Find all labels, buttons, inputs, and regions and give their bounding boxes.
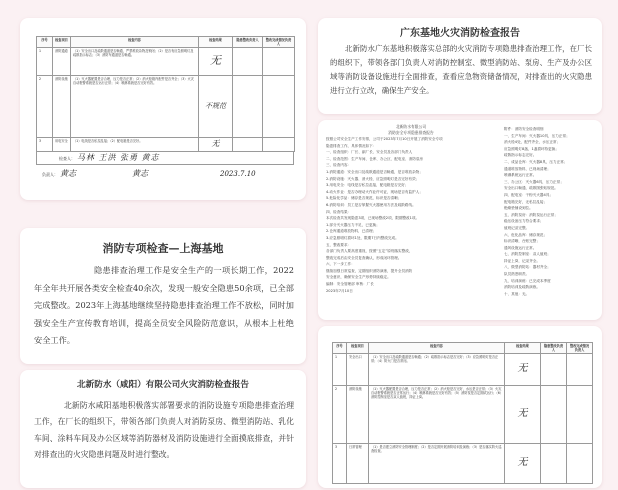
report-title: 消防专项检查—上海基地	[102, 242, 224, 255]
table-row	[333, 444, 593, 484]
row-number: 1	[37, 48, 53, 76]
document-line: 十、其他：无。	[504, 291, 530, 296]
document-line: 四、配电室：干粉灭火器4具；	[504, 192, 554, 197]
document-line: 六、下一步工作：	[326, 262, 355, 267]
document-line: 值班记录完整。	[504, 225, 530, 230]
signature-row-2	[42, 168, 292, 182]
inspection-table-card	[20, 18, 306, 200]
document-line: 继续加强日常巡查，定期组织消防演练，提升全员消防	[326, 268, 413, 273]
document-line: 编制：安全管理部 审核：厂长	[326, 282, 374, 287]
document-line: 5.危险化学品：储存是否规范，标识是否清晰；	[326, 196, 402, 201]
document-line: 隐患排查工作，具体情况如下：	[326, 143, 377, 148]
document-left-lines	[326, 136, 496, 294]
document-line: 疏散指示标志完好。	[504, 153, 537, 158]
row-item: 用电安全	[53, 138, 71, 152]
document-right-column	[504, 126, 596, 316]
table-row	[37, 138, 295, 152]
document-line: 按照公司安全生产工作安排，公司于2023年7月10日开展了消防安全专项	[326, 137, 443, 141]
table-header: 检查项目	[53, 37, 71, 48]
document-line: 2.仓库通道堆放物料，已清理；	[326, 229, 377, 234]
table-row	[37, 76, 295, 138]
inspection-table-card-2	[318, 326, 602, 488]
document-line: 一、检查组织：厂长、副厂长、安全员及各部门负责人	[326, 150, 413, 155]
row-content: （1）安全出口及疏散通道是否畅通，严禁堆放杂物及锁闭；（2）是否有应急照明灯及疏散指示标志；（3）消防车通道是否畅通。	[71, 48, 199, 76]
document-line: 三、检查内容：	[326, 163, 352, 168]
guangdong-report-card	[318, 18, 602, 114]
document-line: 各部门负责人要高度重视，按照“五定”原则落实整改，	[326, 249, 413, 254]
document-line: 消火栓4处，配件齐全，水压正常；	[504, 140, 561, 145]
document-line: 3.用电安全：电线是否私拉乱接，配电箱是否完好；	[326, 183, 409, 188]
document-line: 1.部分灭火器压力不足，已更换；	[326, 222, 380, 227]
row-content: （1）安全出口及疏散通道是否畅通；（2）疏散指示标志是否完好；（3）应急照明灯是否正常；（4）防火门是否常闭。	[369, 354, 505, 386]
row-item: 消防通道	[53, 48, 71, 76]
report-document-card	[318, 120, 602, 320]
row-number: 3	[333, 444, 347, 484]
table-header: 整改完成情况负责人	[263, 37, 295, 48]
document-line: 持证上岗，记录齐全。	[504, 258, 540, 263]
result-handwritten: 无	[517, 457, 528, 468]
table-header: 整改完成情况负责人	[567, 343, 593, 354]
report-body: 北新防水广东基地积极落实总部的火灾消防专项隐患排查治理工作，在厂长的组织下，带领各部门负责人对消防控制室、微型消防站、泵房、生产及办公区域等消防设备设施进行全面排查，查看应急物资储备情况，对排查出的火灾隐患进行立行立改，确保生产安全。	[330, 44, 592, 95]
row-number: 2	[37, 76, 53, 138]
row-fix	[233, 48, 263, 76]
document-line: 五、整改要求：	[326, 242, 352, 247]
document-line: 2.消防设施：灭火器、消火栓、应急照明灯是否完好有效；	[326, 176, 420, 181]
document-line: 2023年7月10日	[326, 288, 353, 293]
table-header: 检查内容	[71, 37, 199, 48]
signature-name: 黄志	[132, 169, 148, 178]
document-line: 安全出口畅通，疏散图张贴规范。	[504, 186, 558, 191]
row-number: 3	[37, 138, 53, 152]
report-title: 北新防水（咸阳）有限公司火灾消防检查报告	[77, 380, 249, 390]
document-subtitle: 消防安全专项隐患排查报告	[388, 130, 434, 135]
document-line: 4.动火作业：是否办理动火作业许可证，现场是否有监护人；	[326, 189, 423, 194]
document-line: 通风设施运行正常。	[504, 245, 537, 250]
document-line: 6.消防培训：员工是否掌握灭火器使用方法及疏散路线。	[326, 202, 416, 207]
table-header: 序号	[37, 37, 53, 48]
document-title: 北新防水有限公司	[395, 124, 427, 129]
document-line: 3.应急照明灯损坏1处，限期7日内整改完成。	[326, 235, 399, 240]
table-header: 检查内容	[369, 343, 505, 354]
document-line: 安全意识，确保安全生产形势持续稳定。	[326, 275, 391, 280]
result-handwritten: 无	[517, 363, 528, 374]
table-row	[37, 48, 295, 76]
result-handwritten: 无	[517, 408, 528, 419]
document-line: 九、培训演练：已完成本季度	[504, 278, 551, 283]
document-line: 二、成品仓库：灭火器8具，压力正常；	[504, 159, 568, 164]
document-line: 整改完成后由安全员复查确认，形成闭环管理。	[326, 255, 402, 260]
document-line: 五、消防泵房：消防泵运行正常；	[504, 212, 558, 217]
document-line: 六、危化品库：储存规范；	[504, 232, 548, 237]
row-item: 消防设施	[347, 386, 369, 444]
signature-label: 负责人：	[42, 172, 58, 177]
table-header: 检查项目	[347, 343, 369, 354]
row-done	[263, 48, 295, 76]
document-line: 配电箱完好，无私拉乱接；	[504, 199, 548, 204]
document-line: 三、办公区：灭火器6具，压力正常；	[504, 179, 564, 184]
row-fix	[233, 76, 263, 138]
table-header: 隐患整改负责人	[233, 37, 263, 48]
report-body: 隐患排查治理工作是安全生产的一项长期工作，2022年全年共开展各类安全检查40余次，发现一般安全隐患50余项，已全部完成整改。2023年上海基地继续坚持隐患排查治理工作不放松，同时加强安全生产宣传教育培训，提高全员安全风险防范意识，从根本上杜绝安全工作。	[34, 265, 294, 345]
document-line: 绝缘垫铺设到位。	[504, 206, 533, 211]
result-handwritten: 无	[211, 139, 220, 148]
signature-date: 2023.7.10	[220, 170, 256, 178]
document-left-column	[326, 124, 496, 318]
signature-names: 马林 王洪 张勇 黄志	[76, 153, 160, 162]
row-item: 日常管理	[347, 444, 369, 484]
document-line: 一、生产车间：灭火器10具，压力正常；	[504, 133, 570, 138]
table-row	[333, 354, 593, 386]
result-handwritten: 不规范	[205, 102, 226, 110]
table-header: 序号	[333, 343, 347, 354]
inspection-table	[36, 36, 294, 165]
table-header: 隐患整改负责人	[541, 343, 567, 354]
report-body: 北新防水咸阳基地积极落实部署要求的消防设施专项隐患排查治理工作，在厂长的组织下，带领各部门负责人对消防泵房、微型消防站、乳化车间、涂料车间及办公区域等消防器材及消防设施进行全面摸底排查，并针对排查出的火灾隐患问题及时进行整改。	[34, 401, 294, 460]
inspection-table-2	[332, 342, 592, 484]
row-content: （1）灭火器配置是否合理，压力是否正常；（2）消火栓箱内配件是否齐全；（3）火灾自动报警系统是否运行正常；（4）喷淋系统是否完好有效。	[71, 76, 199, 138]
document-line: 消防培训及疏散演练。	[504, 285, 540, 290]
document-line: 喷淋系统运行正常。	[504, 173, 537, 178]
row-fix	[233, 138, 263, 152]
shanghai-report-card	[20, 228, 306, 364]
row-item: 安全出口	[347, 354, 369, 386]
document-line: 1.消防通道：安全出口及疏散通道是否畅通，是否堆放杂物；	[326, 169, 423, 174]
row-item: 消防设施	[53, 76, 71, 138]
document-line: 四、检查结果：	[326, 209, 352, 214]
document-line: 队员熟悉职责。	[504, 272, 530, 277]
document-line: 二、检查范围：生产车间、仓库、办公区、配电室、消防泵房	[326, 156, 424, 161]
row-done	[263, 76, 295, 138]
document-line: 八、微型消防站：器材齐全；	[504, 265, 551, 270]
xianyang-report-card	[20, 370, 306, 488]
table-row	[333, 386, 593, 444]
row-content: （1）电线是否私拉乱接；（2）配电箱是否完好。	[71, 138, 199, 152]
row-content: （1）是否建立消防安全管理制度；（2）是否定期开展消防培训及演练；（3）是否落实防火巡查检查。	[369, 444, 505, 484]
document-line: 标识清晰，台账完整；	[504, 239, 540, 244]
document-line: 本次检查共发现隐患3项，已现场整改2项，限期整改1项。	[326, 216, 420, 221]
row-content: （1）灭火器配置是否合理，压力是否正常；（2）消火栓是否完好，水压是否正常；（3）火灾自动报警系统是否正常运行；（4）喷淋系统是否完好有效；（5）消防泵是否定期试运行；（6）消防控制室是否双人值班，持证上岗。	[369, 386, 505, 444]
signature-label: 检查人：	[59, 156, 75, 161]
report-title: 广东基地火灾消防检查报告	[400, 28, 520, 39]
table-header: 检查结果	[199, 37, 233, 48]
row-number: 2	[333, 386, 347, 444]
document-line: 应急照明灯8盏，1盏损坏待更换；	[504, 146, 559, 151]
document-line: 七、消防控制室：双人值班；	[504, 252, 551, 257]
document-line: 通道堆放物料，已现场清理；	[504, 166, 551, 171]
row-done	[263, 138, 295, 152]
table-header: 检查结果	[505, 343, 541, 354]
document-line: 稳压设备压力符合要求；	[504, 219, 544, 224]
signature-row-1	[36, 152, 294, 165]
document-right-lines	[504, 126, 596, 297]
result-handwritten: 无	[210, 53, 221, 67]
row-number: 1	[333, 354, 347, 386]
signature-name: 黄志	[60, 169, 76, 178]
document-line: 附件：消防安全检查明细	[504, 127, 544, 131]
